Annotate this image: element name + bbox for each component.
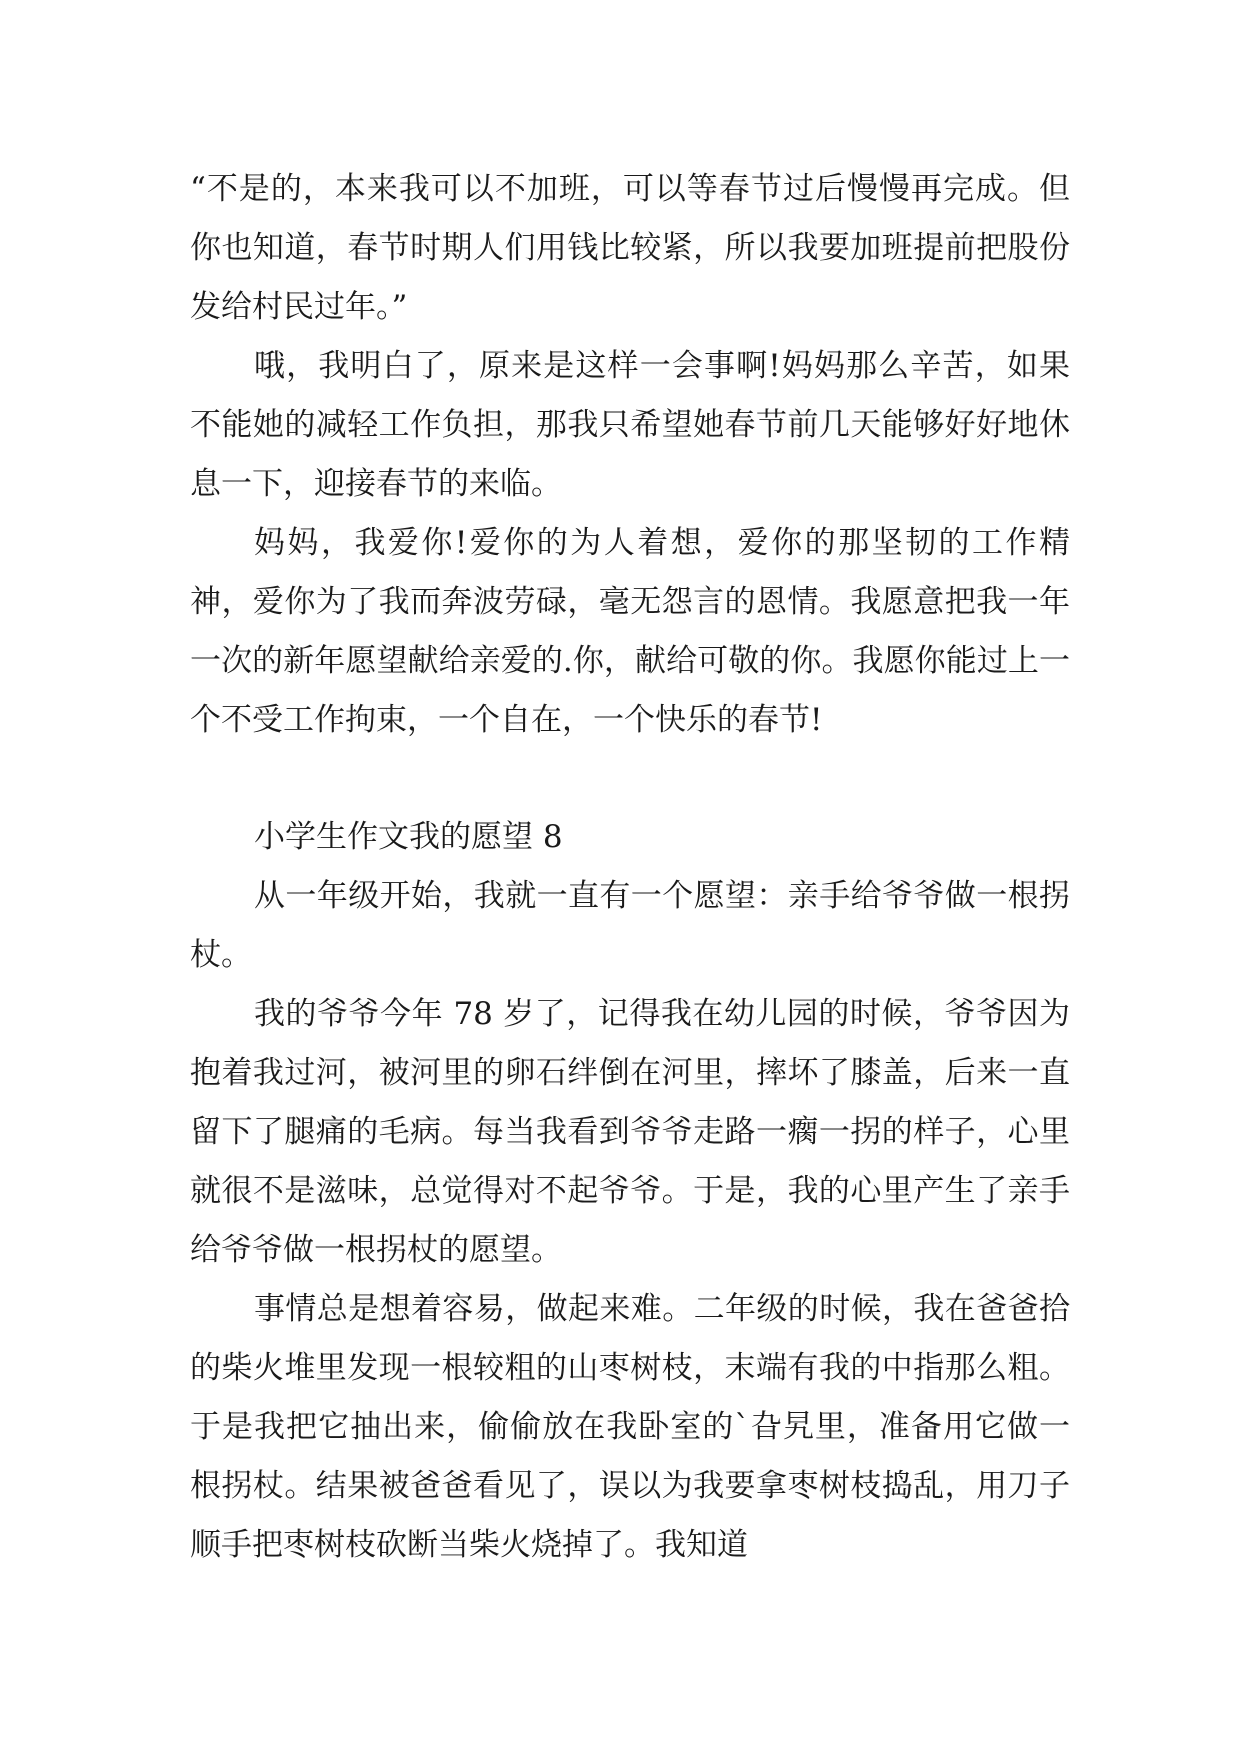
paragraph-4: 从一年级开始，我就一直有一个愿望：亲手给爷爷做一根拐杖。	[190, 878, 1070, 973]
paragraph-5: 我的爷爷今年 78 岁了，记得我在幼儿园的时候，爷爷因为抱着我过河，被河里的卵石绊倒在河里，摔坏了膝盖，后来一直留下了腿痛的毛病。每当我看到爷爷走路一瘸一拐的样子，心里就很不是滋味，总觉得对不起爷爷。于是，我的心里产生了亲手给爷爷做一根拐杖的愿望。	[190, 996, 1070, 1268]
document-body	[190, 160, 1070, 1575]
paragraph-1: “不是的，本来我可以不加班，可以等春节过后慢慢再完成。但你也知道，春节时期人们用钱比较紧，所以我要加班提前把股份发给村民过年。”	[190, 171, 1070, 325]
paragraph-6: 事情总是想着容易，做起来难。二年级的时候，我在爸爸拾的柴火堆里发现一根较粗的山枣树枝，末端有我的中指那么粗。于是我把它抽出来，偷偷放在我卧室的`旮旯里，准备用它做一根拐杖。结果被爸爸看见了，误以为我要拿枣树枝捣乱，用刀子顺手把枣树枝砍断当柴火烧掉了。我知道	[190, 1291, 1070, 1563]
paragraph-2: 哦，我明白了，原来是这样一会事啊!妈妈那么辛苦，如果不能她的减轻工作负担，那我只希望她春节前几天能够好好地休息一下，迎接春节的来临。	[190, 348, 1070, 502]
section-title: 小学生作文我的愿望 8	[254, 819, 563, 855]
paragraph-3: 妈妈，我爱你!爱你的为人着想，爱你的那坚韧的工作精神，爱你为了我而奔波劳碌，毫无怨言的恩情。我愿意把我一年一次的新年愿望献给亲爱的.你，献给可敬的你。我愿你能过上一个不受工作拘束，一个自在，一个快乐的春节!	[190, 525, 1070, 738]
